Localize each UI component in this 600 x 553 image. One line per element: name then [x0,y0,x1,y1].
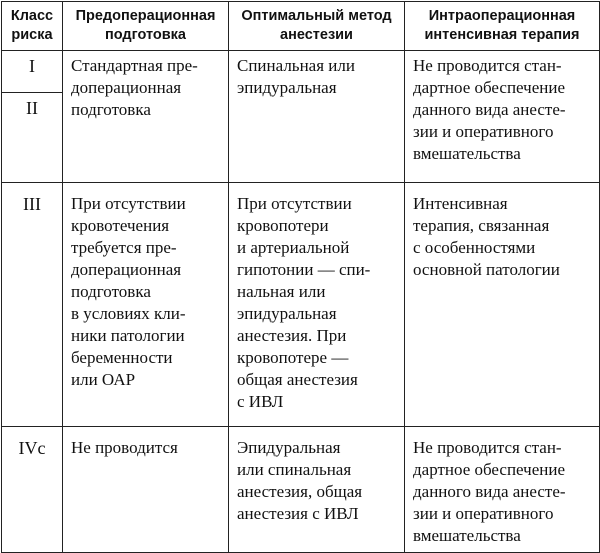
header-intraoperative-therapy: Интраоперационная интенсивная терапия [405,2,600,51]
table-row [2,427,600,553]
risk-class-cell: I [2,51,63,93]
anesthesia-method-cell: Спинальная или эпидуральная [229,51,405,183]
therapy-cell: Не проводится стан- дартное обеспечение данного вида анесте- зии и оперативного вмешательства [405,427,600,553]
table-row [2,183,600,427]
anesthesia-method-cell: При отсутствии кровопотери и артериальной гипотонии — спи- нальная или эпидуральная анестезия. При кровопотере — общая анестезия с ИВЛ [229,183,405,427]
header-preparation: Предоперационная подготовка [63,2,229,51]
risk-class-cell: II [2,93,63,183]
therapy-cell: Интенсивная терапия, связанная с особенностями основной патологии [405,183,600,427]
therapy-cell: Не проводится стан- дартное обеспечение данного вида анесте- зии и оперативного вмешательства [405,51,600,183]
anesthesia-risk-table [1,1,600,553]
table-row [2,51,600,93]
anesthesia-method-cell: Эпидуральная или спинальная анестезия, общая анестезия с ИВЛ [229,427,405,553]
preparation-cell: При отсутствии кровотечения требуется пре- доперационная подготовка в условиях кли- ники патологии беременности или ОАР [63,183,229,427]
risk-class-cell: IVc [2,427,63,553]
preparation-cell: Стандартная пре- доперационная подготовка [63,51,229,183]
header-anesthesia-method: Оптимальный метод анестезии [229,2,405,51]
risk-class-cell: III [2,183,63,427]
header-risk-class: Класс риска [2,2,63,51]
header-row [2,2,600,51]
preparation-cell: Не проводится [63,427,229,553]
